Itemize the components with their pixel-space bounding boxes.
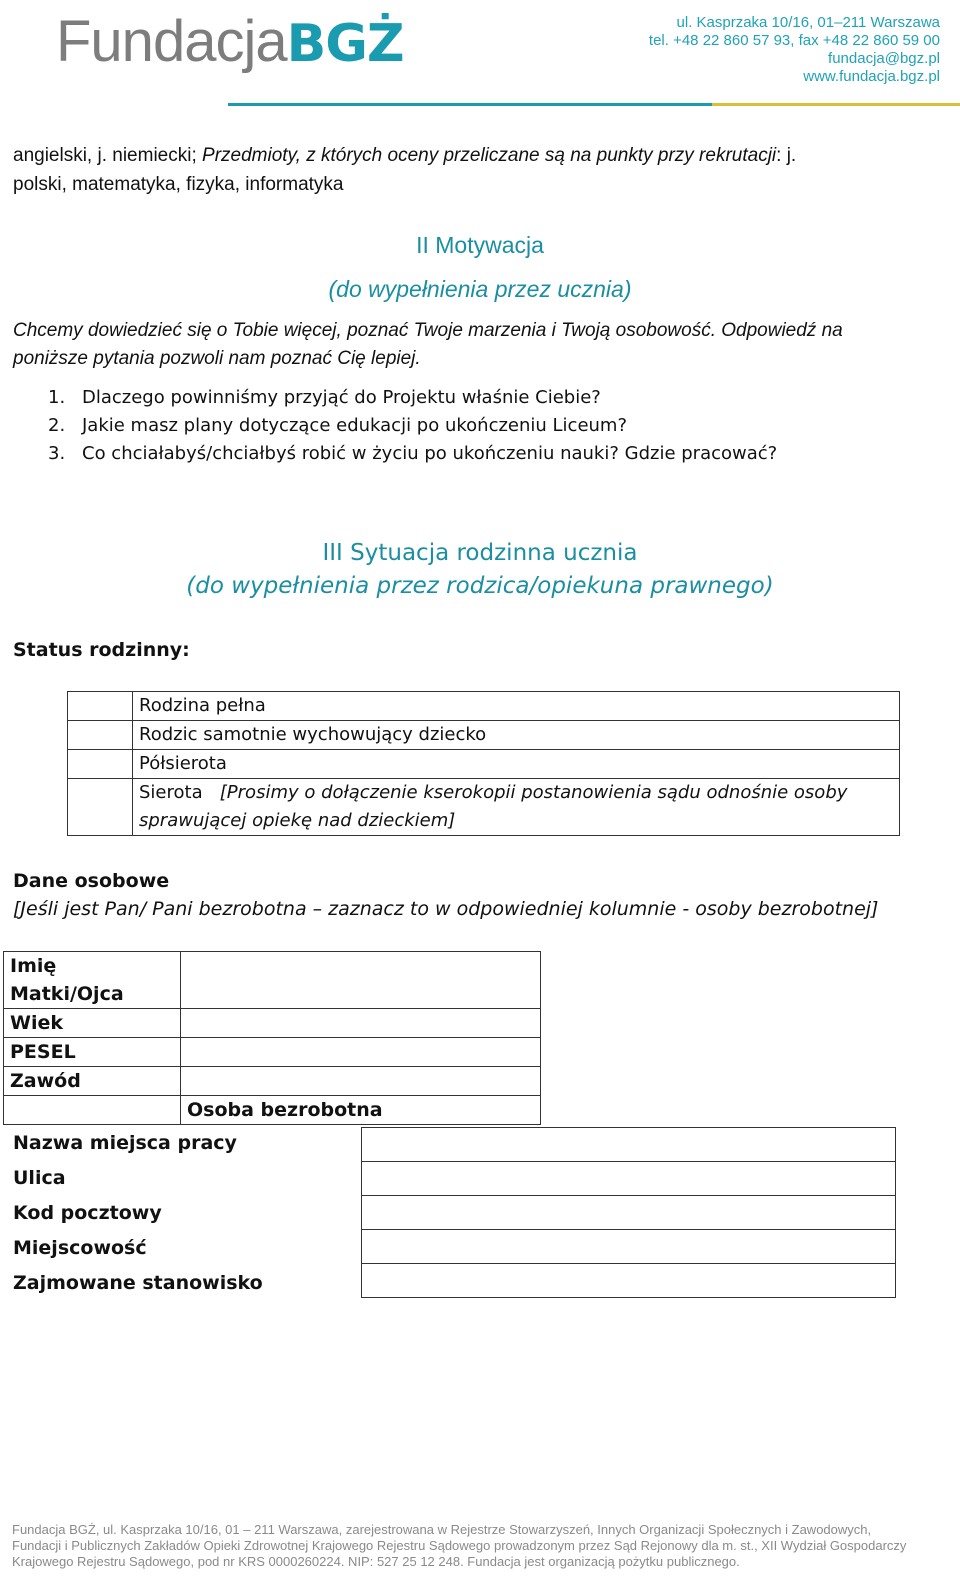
intro-line-1 (13, 142, 796, 170)
family-status-label: Status rodzinny: (13, 639, 190, 661)
logo-text-fundacja: Fundacja (56, 9, 287, 74)
unemployed-label: Osoba bezrobotna (181, 1096, 541, 1125)
personal-data-note: [Jeśli jest Pan/ Pani bezrobotna – zaznacz to w odpowiedniej kolumnie - osoby bezrobotnej] (13, 898, 879, 920)
status-checkbox-orphan[interactable] (68, 779, 133, 836)
intro-line-2: polski, matematyka, fizyka, informatyka (13, 174, 344, 195)
table-row (4, 1096, 541, 1125)
field-label-workplace: Nazwa miejsca pracy (13, 1132, 237, 1154)
intro-languages: angielski, j. niemiecki; (13, 145, 203, 166)
field-label-position: Zajmowane stanowisko (13, 1272, 263, 1294)
table-row (362, 1128, 896, 1162)
checkbox-unemployed[interactable] (4, 1096, 181, 1125)
table-row (362, 1162, 896, 1196)
question-number: 3. (48, 443, 66, 464)
foundation-logo (56, 8, 404, 88)
header-divider-teal (228, 103, 712, 106)
address-email: fundacja@bgz.pl (828, 50, 940, 67)
field-label-age: Wiek (4, 1009, 181, 1038)
footer-line-3: Krajowego Rejestru Sądowego, pod nr KRS 0000260224. NIP: 527 25 12 248. Fundacja jest organizacją pożytku publicznego. (12, 1554, 740, 1569)
question-item (48, 412, 777, 440)
address-phone: tel. +48 22 860 57 93, fax +48 22 860 59 00 (648, 32, 940, 49)
status-option-label: Rodzina pełna (133, 692, 900, 721)
field-label-occupation: Zawód (4, 1067, 181, 1096)
intro-subjects-label: Przedmioty, z których oceny przeliczane są na punkty przy rekrutacji (202, 145, 777, 166)
field-label-city: Miejscowość (13, 1237, 147, 1259)
question-number: 1. (48, 387, 66, 408)
footer-line-1: Fundacja BGŻ, ul. Kasprzaka 10/16, 01 – 211 Warszawa, zarejestrowana w Rejestrze Stowarzyszeń, Innych Organizacji Społecznych i Zawodowych, (12, 1522, 872, 1537)
question-text: Jakie masz plany dotyczące edukacji po ukończeniu Liceum? (82, 415, 628, 436)
section-2-intro-line-1: Chcemy dowiedzieć się o Tobie więcej, poznać Twoje marzenia i Twoją osobowość. Odpowiedź na (13, 320, 843, 341)
input-postal-code[interactable] (362, 1196, 896, 1230)
table-row (362, 1264, 896, 1298)
intro-tail: : j. (776, 145, 797, 166)
status-option-orphan (133, 779, 900, 836)
table-row (362, 1196, 896, 1230)
table-row (4, 1038, 541, 1067)
question-item (48, 440, 777, 468)
field-label-parent-name: Imię Matki/Ojca (4, 952, 181, 1009)
input-age[interactable] (181, 1009, 541, 1038)
input-street[interactable] (362, 1162, 896, 1196)
question-item (48, 384, 777, 412)
personal-data-heading: Dane osobowe (13, 870, 170, 892)
table-row (4, 952, 541, 1009)
orphan-note-line-1: [Prosimy o dołączenie kserokopii postanowienia sądu odnośnie osoby (219, 782, 848, 803)
work-field-labels (13, 1126, 263, 1301)
field-label-postal-code: Kod pocztowy (13, 1202, 162, 1224)
field-label-street: Ulica (13, 1167, 66, 1189)
question-number: 2. (48, 415, 66, 436)
question-text: Dlaczego powinniśmy przyjąć do Projektu właśnie Ciebie? (82, 387, 601, 408)
input-city[interactable] (362, 1230, 896, 1264)
logo-text-bgz: BGŻ (286, 14, 404, 74)
section-3-subtitle: (do wypełnienia przez rodzica/opiekuna prawnego) (186, 573, 774, 599)
motivation-questions (48, 384, 777, 468)
status-checkbox-full-family[interactable] (68, 692, 133, 721)
table-row (362, 1230, 896, 1264)
section-2-intro-line-2: poniższe pytania pozwoli nam poznać Cię lepiej. (13, 348, 421, 369)
section-2-title: II Motywacja (416, 232, 544, 258)
status-checkbox-half-orphan[interactable] (68, 750, 133, 779)
status-option-label: Rodzic samotnie wychowujący dziecko (133, 721, 900, 750)
footer-line-2: Fundacji i Publicznych Zakładów Opieki Zdrowotnej Krajowego Rejestru Sądowego prowadzonym przez Sąd Rejonowy dla m. st., XII Wydział Gospodarczy (12, 1538, 907, 1553)
header-divider-yellow (712, 103, 960, 106)
table-row (68, 779, 900, 836)
orphan-note-line-2: sprawującej opiekę nad dzieckiem] (139, 810, 456, 831)
input-position[interactable] (362, 1264, 896, 1298)
table-row (4, 1067, 541, 1096)
table-row (4, 1009, 541, 1038)
input-workplace[interactable] (362, 1128, 896, 1162)
address-website: www.fundacja.bgz.pl (803, 68, 940, 85)
status-checkbox-single-parent[interactable] (68, 721, 133, 750)
field-label-pesel: PESEL (4, 1038, 181, 1067)
status-option-label: Sierota (139, 782, 203, 803)
section-2-subtitle: (do wypełnienia przez ucznia) (328, 276, 632, 302)
address-street: ul. Kasprzaka 10/16, 01–211 Warszawa (676, 14, 940, 31)
status-option-label: Półsierota (133, 750, 900, 779)
input-pesel[interactable] (181, 1038, 541, 1067)
question-text: Co chciałabyś/chciałbyś robić w życiu po ukończeniu nauki? Gdzie pracować? (82, 443, 778, 464)
personal-data-table (3, 951, 541, 1125)
table-row (68, 750, 900, 779)
family-status-table (67, 691, 900, 836)
work-data-table (361, 1127, 896, 1298)
header-address (649, 14, 940, 86)
table-row (68, 721, 900, 750)
section-3-title: III Sytuacja rodzinna ucznia (322, 540, 638, 566)
table-row (68, 692, 900, 721)
page-footer (12, 1522, 952, 1570)
input-occupation[interactable] (181, 1067, 541, 1096)
input-parent-name[interactable] (181, 952, 541, 1009)
